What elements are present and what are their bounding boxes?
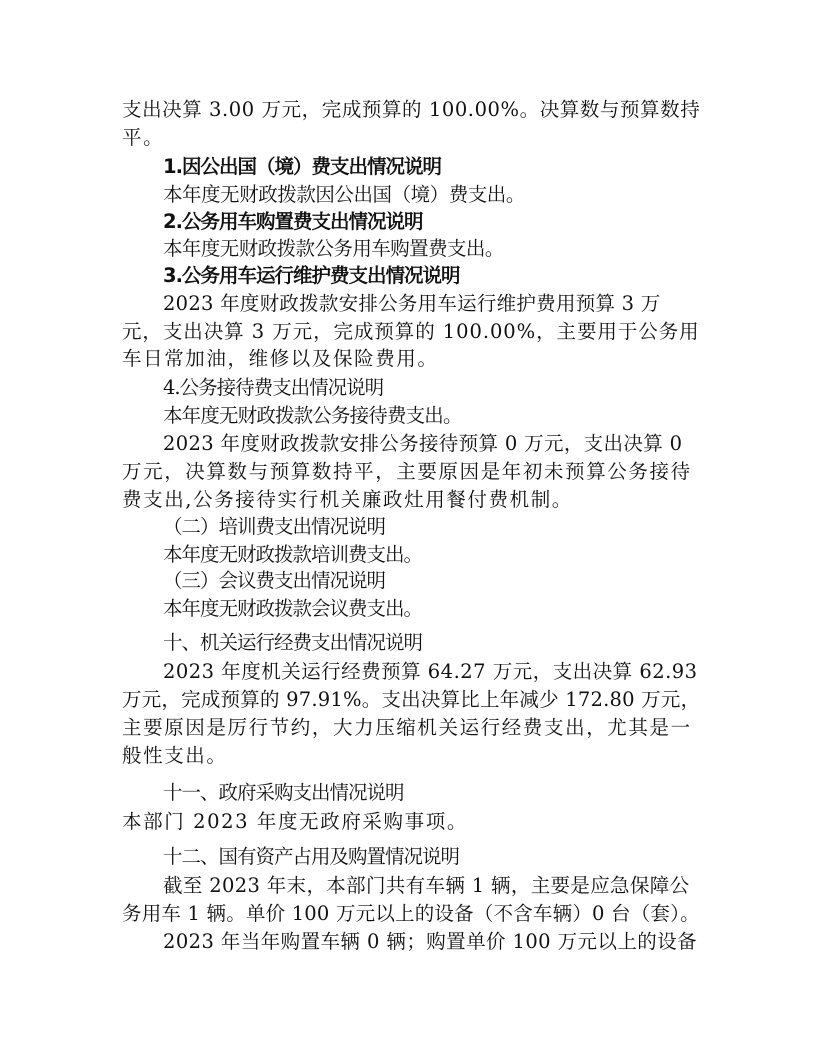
paragraph-line: 本年度无财政拨款因公出国（境）费支出。 <box>163 183 525 206</box>
paragraph-line: 截至 2023 年末，本部门共有车辆 1 辆，主要是应急保障公 <box>163 874 690 897</box>
section-heading: 3.公务用车运行维护费支出情况说明 <box>163 264 460 287</box>
paragraph-line: 支出决算 3.00 万元，完成预算的 100.00%。决算数与预算数持 <box>122 98 701 121</box>
paragraph-line: 万元，完成预算的 97.91%。支出决算比上年减少 172.80 万元， <box>122 688 701 711</box>
paragraph-line: 般性支出。 <box>122 744 228 767</box>
paragraph-line: 元，支出决算 3 万元，完成预算的 100.00%，主要用于公务用 <box>122 320 700 343</box>
section-heading: 1.因公出国（境）费支出情况说明 <box>163 155 441 178</box>
section-heading: 2.公务用车购置费支出情况说明 <box>163 210 423 233</box>
sub-heading: 4.公务接待费支出情况说明 <box>163 376 384 399</box>
section-heading: 十一、政府采购支出情况说明 <box>163 781 404 804</box>
paragraph-line: 费支出,公务接待实行机关廉政灶用餐付费机制。 <box>122 488 573 511</box>
paragraph-line: 本年度无财政拨款公务接待费支出。 <box>163 404 462 427</box>
paragraph-line: 2023 年度机关运行经费预算 64.27 万元，支出决算 62.93 <box>163 660 698 683</box>
paragraph-line: 本部门 2023 年度无政府采购事项。 <box>122 810 468 833</box>
paragraph-line: 本年度无财政拨款会议费支出。 <box>163 597 423 620</box>
paragraph-line: 2023 年度财政拨款安排公务用车运行维护费用预算 3 万 <box>163 292 661 315</box>
paragraph-line: 主要原因是厉行节约，大力压缩机关运行经费支出，尤其是一 <box>122 716 692 739</box>
paragraph-line: 车日常加油，维修以及保险费用。 <box>122 347 439 370</box>
paragraph-line: 本年度无财政拨款培训费支出。 <box>163 543 423 566</box>
paragraph-line: 平。 <box>122 126 165 149</box>
paragraph-line: 万元，决算数与预算数持平，主要原因是年初未预算公务接待 <box>122 460 692 483</box>
paragraph-line: 本年度无财政拨款公务用车购置费支出。 <box>163 237 504 260</box>
sub-heading: （三）会议费支出情况说明 <box>163 569 386 592</box>
sub-heading: （二）培训费支出情况说明 <box>163 515 386 538</box>
section-heading: 十二、国有资产占用及购置情况说明 <box>163 845 460 868</box>
section-heading: 十、机关运行经费支出情况说明 <box>163 631 423 654</box>
paragraph-line: 务用车 1 辆。单价 100 万元以上的设备（不含车辆）0 台（套）。 <box>122 902 700 925</box>
paragraph-line: 2023 年度财政拨款安排公务接待预算 0 万元，支出决算 0 <box>163 432 683 455</box>
paragraph-line: 2023 年当年购置车辆 0 辆；购置单价 100 万元以上的设备 <box>163 930 698 953</box>
